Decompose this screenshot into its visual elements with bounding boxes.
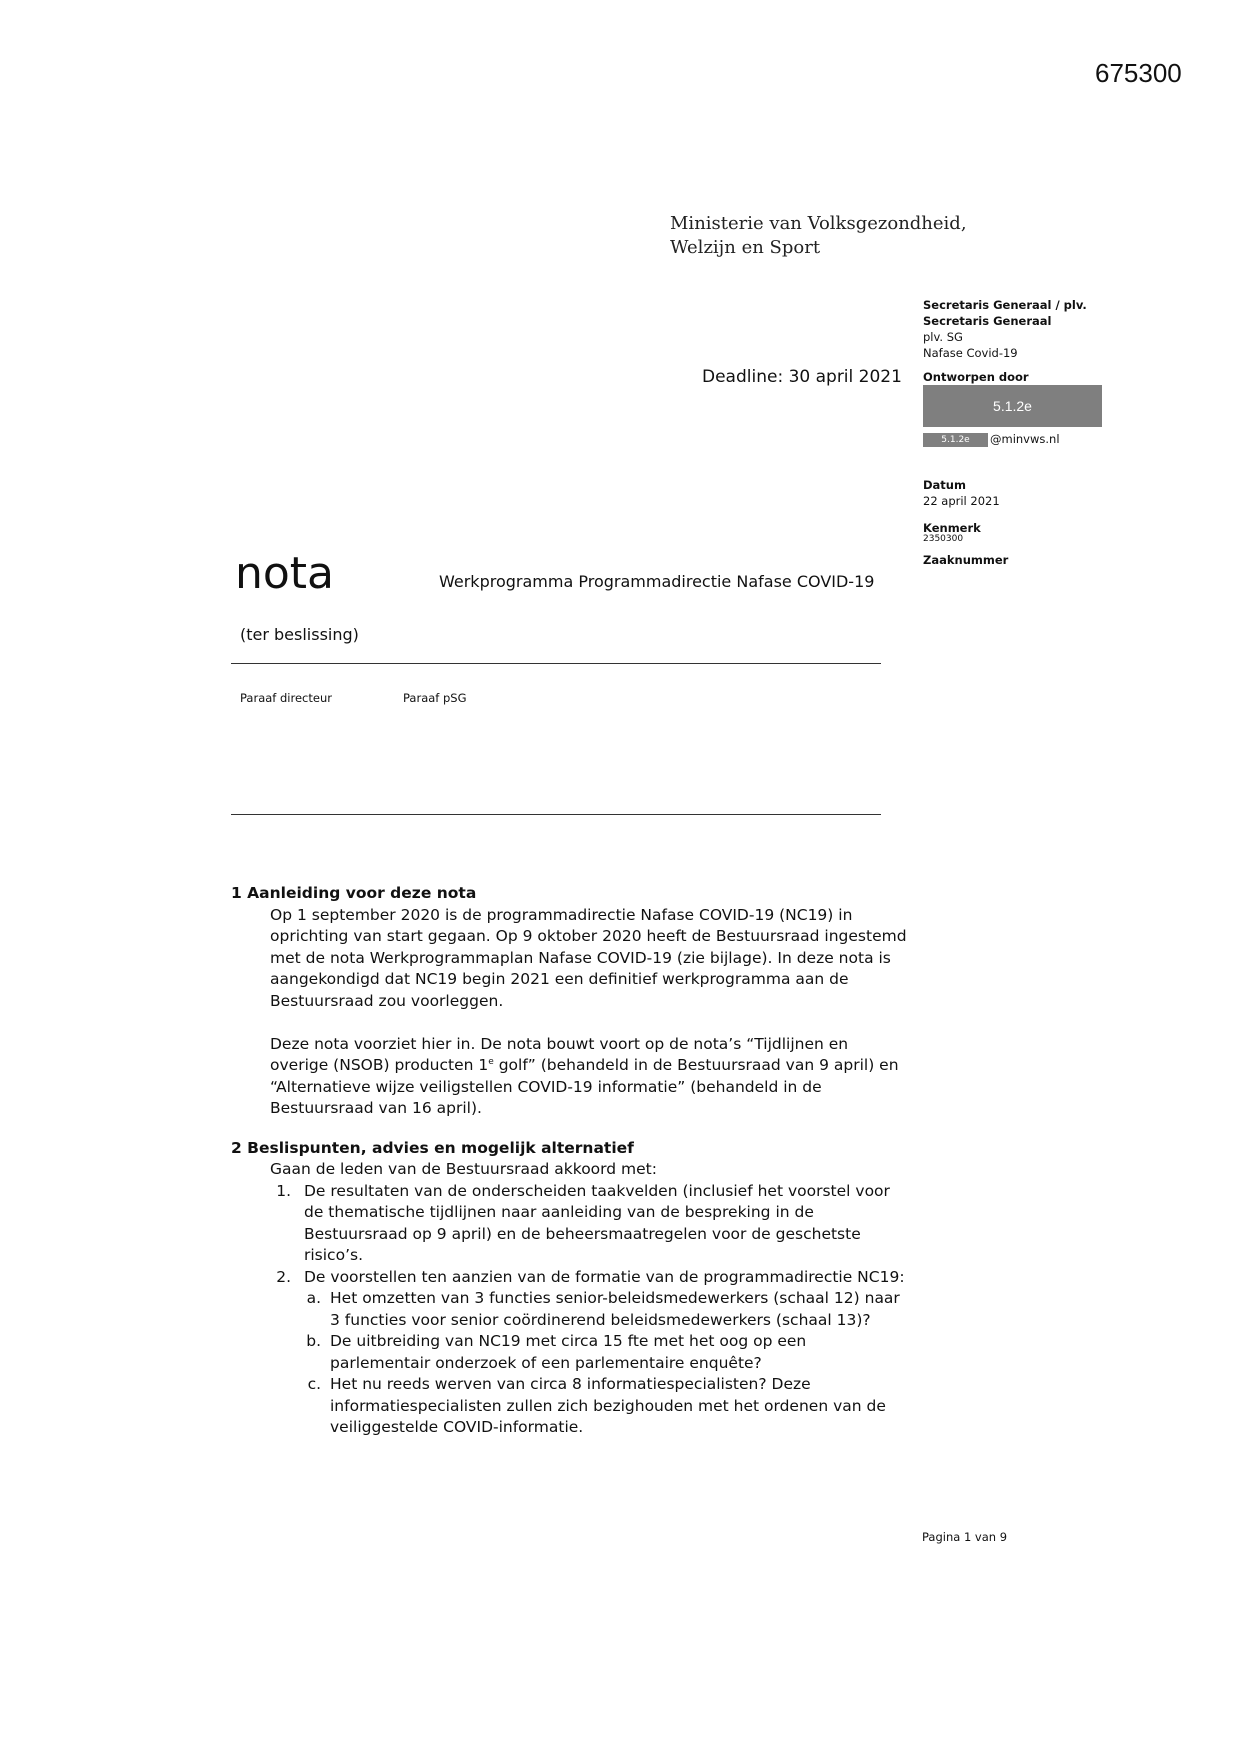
list-item: b. De uitbreiding van NC19 met circa 15 fte met het oog op een parlementair onderzoek of een parlementaire enquête?: [326, 1331, 911, 1374]
sub-decision-list: [304, 1288, 911, 1439]
org-line-4: Nafase Covid-19: [923, 346, 1018, 360]
section-2-intro: Gaan de leden van de Bestuursraad akkoord met:: [270, 1160, 657, 1178]
divider-bottom: [231, 814, 881, 815]
kenmerk-value: 2350300: [923, 534, 964, 544]
nota-title: nota: [235, 548, 335, 599]
section-1-heading: 1 Aanleiding voor deze nota: [231, 884, 477, 902]
datum-value: 22 april 2021: [923, 494, 1000, 508]
kenmerk-label: Kenmerk: [923, 521, 981, 535]
decision-list: [231, 1181, 911, 1439]
ontworpen-label: Ontworpen door: [923, 370, 1029, 384]
section-1-paragraph-1: Op 1 september 2020 is de programmadirectie Nafase COVID-19 (NC19) in oprichting van start gegaan. Op 9 oktober 2020 heeft de Bestuursraad ingestemd met de nota Werkprogrammaplan Nafase COVID-19 (zie bijlage). In deze nota is aangekondigd dat NC19 begin 2021 een definitief werkprogramma aan de Bestuursraad zou voorleggen.: [270, 905, 907, 1010]
list-item: 1. De resultaten van de onderscheiden taakvelden (inclusief het voorstel voor de thematische tijdlijnen naar aanleiding van de bespreking in de Bestuursraad op 9 april) en de beheersmaatregelen voor de geschetste risico’s.: [296, 1181, 911, 1267]
sidebar-metadata: [923, 297, 1103, 567]
nota-type: (ter beslissing): [240, 625, 359, 644]
list-item: c. Het nu reeds werven van circa 8 informatiespecialisten? Deze informatiespecialisten zullen zich bezighouden met het ordenen van de veiliggestelde COVID-informatie.: [326, 1374, 911, 1439]
nota-body: [231, 883, 911, 1439]
ministry-line-1: Ministerie van Volksgezondheid,: [670, 213, 967, 234]
kenmerk-block: [923, 522, 981, 544]
document-number: 675300: [1095, 58, 1182, 88]
list-item: 2. De voorstellen ten aanzien van de formatie van de programmadirectie NC19: a. Het omzetten van 3 functies senior-beleidsmedewerkers (schaal 12) naar 3 functies voor senior coördinerend beleidsmedewerkers (schaal 13)? b. De uitbreiding van NC19 met circa 15 fte met het oog op een parlementair onderzoek of een parlementaire enquête? c. Het nu reeds werven van circa 8 informatiespecialisten? Deze informatiespecialisten zullen zich bezighouden met het ordenen van de veiliggestelde COVID-informatie.: [296, 1267, 911, 1439]
nota-subject: Werkprogramma Programmadirectie Nafase COVID-19: [439, 572, 875, 591]
list-item: a. Het omzetten van 3 functies senior-beleidsmedewerkers (schaal 12) naar 3 functies voor senior coördinerend beleidsmedewerkers (schaal 13)?: [326, 1288, 911, 1331]
datum-block: [923, 477, 1000, 509]
zaaknummer-label: Zaaknummer: [923, 553, 1009, 567]
org-line-1: Secretaris Generaal / plv.: [923, 298, 1087, 312]
redaction-box-small: 5.1.2e: [923, 433, 988, 447]
ministry-logo-text: [670, 212, 967, 260]
org-line-3: plv. SG: [923, 330, 963, 344]
redaction-box: 5.1.2e: [923, 385, 1102, 427]
datum-label: Datum: [923, 478, 966, 492]
ministry-line-2: Welzijn en Sport: [670, 237, 821, 258]
org-line-2: Secretaris Generaal: [923, 314, 1052, 328]
divider-top: [231, 663, 881, 664]
deadline: Deadline: 30 april 2021: [702, 367, 902, 387]
paraaf-directeur: Paraaf directeur: [240, 691, 332, 705]
paraaf-psg: Paraaf pSG: [403, 691, 467, 705]
section-2-heading: 2 Beslispunten, advies en mogelijk alternatief: [231, 1138, 634, 1157]
section-1-paragraph-2: Deze nota voorziet hier in. De nota bouwt voort op de nota’s “Tijdlijnen en overige (NSOB) producten 1e golf” (behandeld in de Bestuursraad van 9 april) en “Alternatieve wijze veiligstellen COVID-19 informatie” (behandeld in de Bestuursraad van 16 april).: [270, 1034, 899, 1117]
email-suffix: @minvws.nl: [990, 432, 1060, 446]
page-number: Pagina 1 van 9: [922, 1530, 1008, 1544]
